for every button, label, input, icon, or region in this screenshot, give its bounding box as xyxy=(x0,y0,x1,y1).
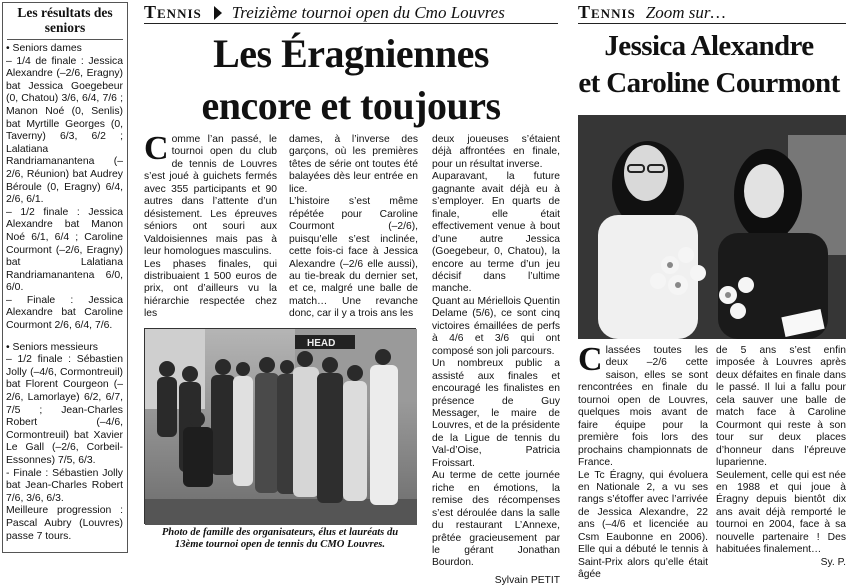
results-sidebar xyxy=(2,2,128,553)
paragraph: Seulement, celle qui est née en 1988 et qui joue à Éragny depuis bientôt dix ans avait déjà remporté le tournoi en 2004, face à sa nouvelle partenaire ! Des habituées finalement… xyxy=(716,469,846,556)
paragraph: Un nombreux public a assisté aux finales et encouragé les finalistes en présence de Guy Messager, le maire de Louvres, et de la présidente de la Ligue de tennis du Val-d’Oise, Patricia Froissart. xyxy=(432,358,560,469)
main-headline xyxy=(144,28,558,132)
sidebar-line: - Finale : Sébastien Jolly bat Jean-Charles Robert 7/6, 3/6, 6/3. xyxy=(6,467,123,504)
side-headline xyxy=(570,28,848,102)
group-photo-illustration xyxy=(145,329,417,525)
rubric-label: Tennis xyxy=(144,2,202,22)
paragraph: Classées toutes les deux –2/6 cette saison, elles se sont rencontrées en finale du tournoi open de Louvres, quelques mois avant de faire équipe pour la première fois lors des prochains championnats de France. xyxy=(578,341,708,469)
sidebar-line: Meilleure progression : Pascal Aubry (Louvres) passe 7 tours. xyxy=(6,505,123,542)
rubric-subtitle: Treizième tournoi open du Cmo Louvres xyxy=(231,2,505,22)
paragraph: de 5 ans s’est enfin imposée à Louvres après deux défaites en finale dans le passé. Il lui a fallu pour cela sauver une balle de match face à Caroline Courmont qui reste à son tour sur deux places d’honneur dans l’épreuve luparienne. xyxy=(716,345,846,469)
paragraph: Quant au Mériellois Quentin Delame (5/6), ce sont cinq victoires émaillées de perfs à 4/6 et 3/6 qui ont composé son joli parcours. xyxy=(432,295,560,357)
play-arrow-icon xyxy=(214,6,222,20)
author-signature: Sylvain PETIT xyxy=(494,574,560,586)
headline-line: et Caroline Courmont xyxy=(578,67,840,99)
sidebar-body xyxy=(3,40,127,543)
sidebar-line: – 1/2 finale : Jessica Alexandre bat Manon Noé 6/1, 6/4 ; Caroline Courmont (–2/6, Eragny) bat Lalatiana Randriamanantena 6/0, 6/0. xyxy=(6,206,123,294)
paragraph: Comme l’an passé, le tournoi open du club de tennis de Louvres s’est joué à guichets fermés avec 355 participants et 90 autres dans l’attente d’un désistement. Les épreuves séniors ont souri aux Valdoisiennes mais pas à leur homologues masculins. xyxy=(144,130,277,258)
paragraph: Au terme de cette journée riche en émotions, la remise des récompenses s’est déroulée dans la salle du restaurant L’Annexe, prêtée gracieusement par le gérant Jonathan Bourdon. xyxy=(432,470,560,569)
main-rubric xyxy=(144,2,558,24)
sidebar-title: Les résultats des seniors xyxy=(7,3,123,40)
sidebar-line: – 1/2 finale : Sébastien Jolly (–4/6, Cormontreuil) bat Florent Courgeon (–2/6, Lamorlaye) 6/2, 6/7, 7/5 ; Jean-Charles Robert (–4/6, Cormontreuil) bat Xavier Le Gall (–2/6, Corbeil-Essonnes) 7/5, 6/3. xyxy=(6,354,123,466)
paragraph: L’histoire s’est même répétée pour Caroline Courmont (–2/6), puisqu’elle s’est inclinée, cette fois-ci face à Jessica Alexandre (–2/6 elle aussi), au tie-break du dernier set, et ce, malgré une balle de match… Une revanche donc, car il y a trois ans les xyxy=(289,196,418,320)
photo-caption xyxy=(144,527,416,551)
article-column-2 xyxy=(289,134,418,321)
sidebar-line: • Seniors messieurs xyxy=(6,341,98,353)
paragraph: Les phases finales, qui distribuaient 1 500 euros de prix, ont d’ailleurs vu la hiérarchie respectée chez les xyxy=(144,258,277,320)
headline-line: Les Éragniennes xyxy=(213,31,489,76)
paragraph: deux joueuses s’étaient déjà affrontées en finale, pour un résultat inverse. xyxy=(432,134,560,170)
sidebar-spacer xyxy=(6,333,123,342)
caption-line: 13ème tournoi open de tennis du CMO Louvres. xyxy=(174,539,386,550)
side-column-2 xyxy=(716,345,846,569)
article-column-3 xyxy=(432,134,560,587)
sidebar-line: • Seniors dames xyxy=(6,43,82,54)
sidebar-line: – Finale : Jessica Alexandre bat Caroline Courmont 2/6, 6/4, 7/6. xyxy=(6,294,123,332)
caption-line: Photo de famille des organisateurs, élus et lauréats du xyxy=(161,527,399,538)
portrait-photo xyxy=(578,115,846,339)
portrait-photo-illustration xyxy=(578,115,846,339)
headline-line: encore et toujours xyxy=(201,83,501,128)
group-photo xyxy=(144,328,416,524)
author-signature: Sy. P. xyxy=(820,556,846,568)
banner-text: HEAD xyxy=(307,338,336,349)
paragraph: dames, à l’inverse des garçons, où les premières têtes de série ont toutes été balayées dès leur entrée en lice. xyxy=(289,134,418,195)
drop-cap: C xyxy=(578,341,603,378)
paragraph: Auparavant, la future gagnante avait déjà eu à s’employer. En quarts de finale, elle était effectivement venue à bout d’une autre Jessica (Goegebeur, 0, Chatou), la encore au terme d’un jeu décisif dans l’ultime manche. xyxy=(432,171,560,295)
rubric-label: Tennis xyxy=(578,2,636,22)
drop-cap: C xyxy=(144,130,169,167)
rubric-subtitle: Zoom sur… xyxy=(645,2,726,22)
article-column-1 xyxy=(144,130,277,321)
sidebar-line: – 1/4 de finale : Jessica Alexandre (–2/6, Eragny) bat Jessica Goegebeur (0, Chatou) 3/6, 6/4, 7/6 ; Manon Noé (0, Senlis) bat Myrtille Georges (0, Taverny) 6/3, 6/2 ; Lalatiana Randriamanantena (–2/6, Réunion) bat Audrey Béroule (0, Eragny) 6/4, 2/6, 6/1. xyxy=(6,55,123,206)
side-rubric xyxy=(578,2,846,24)
headline-line: Jessica Alexandre xyxy=(604,30,814,62)
side-column-1 xyxy=(578,341,708,582)
paragraph: Le Tc Éragny, qui évoluera en Nationale 2, a vu ses rangs s’étoffer avec l’arrivée de Jessica Alexandre, 22 ans (–4/6 et licenciée au Csm Eaubonne en 2006). Elle qui a débuté le tennis à Saint-Prix alors qu’elle était âgée xyxy=(578,469,708,581)
